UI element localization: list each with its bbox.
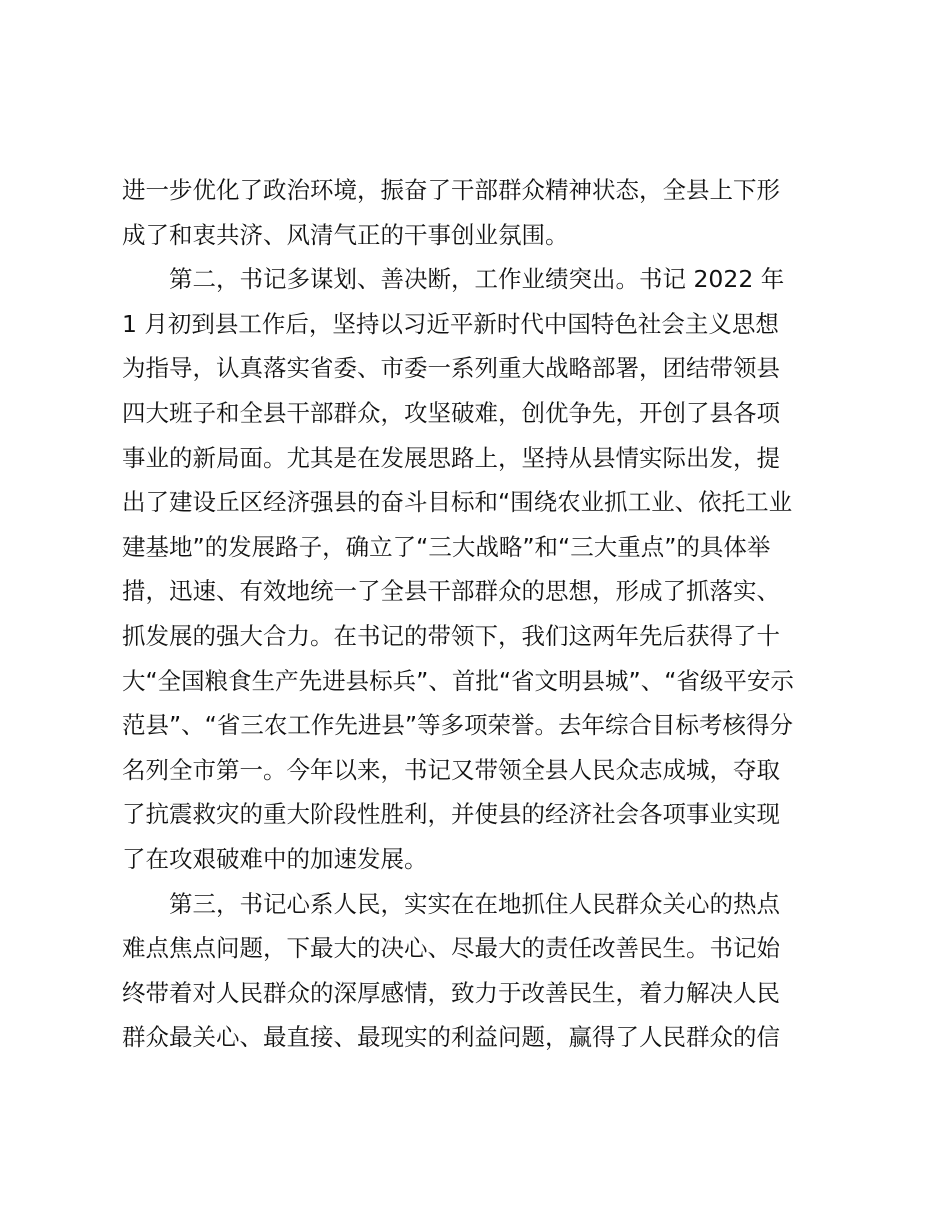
text-line: 抓发展的强大合力。在书记的带领下，我们这两年先后获得了十: [122, 621, 780, 650]
text-line: 第二，书记多谋划、善决断，工作业绩突出。书记 2022 年: [122, 265, 785, 294]
text-line: 建基地”的发展路子，确立了“三大战略”和“三大重点”的具体举: [122, 532, 771, 561]
text-line: 四大班子和全县干部群众，攻坚破难，创优争先，开创了县各项: [122, 398, 780, 427]
text-line: 难点焦点问题，下最大的决心、尽最大的责任改善民生。书记始: [122, 934, 780, 963]
text-line: 事业的新局面。尤其是在发展思路上，坚持从县情实际出发，提: [122, 443, 780, 472]
text-line: 措，迅速、有效地统一了全县干部群众的思想，形成了抓落实、: [122, 577, 780, 606]
text-line: 出了建设丘区经济强县的奋斗目标和“围绕农业抓工业、依托工业: [122, 488, 793, 517]
text-line: 群众最关心、最直接、最现实的利益问题，赢得了人民群众的信: [122, 1023, 780, 1052]
text-line: 第三，书记心系人民，实实在在地抓住人民群众关心的热点: [122, 889, 780, 918]
body-text: [122, 168, 838, 1060]
text-line: 了抗震救灾的重大阶段性胜利，并使县的经济社会各项事业实现: [122, 800, 780, 829]
text-line: 了在攻艰破难中的加速发展。: [122, 844, 428, 873]
text-line: 成了和衷共济、风清气正的干事创业氛围。: [122, 220, 569, 249]
text-line: 名列全市第一。今年以来，书记又带领全县人民众志成城，夺取: [122, 755, 780, 784]
text-line: 进一步优化了政治环境，振奋了干部群众精神状态，全县上下形: [122, 176, 780, 204]
text-line: 终带着对人民群众的深厚感情，致力于改善民生，着力解决人民: [122, 978, 780, 1007]
text-line: 范县”、“省三农工作先进县”等多项荣誉。去年综合目标考核得分: [122, 711, 794, 740]
text-line: 为指导，认真落实省委、市委一系列重大战略部署，团结带领县: [122, 354, 780, 383]
text-line: 大“全国粮食生产先进县标兵”、首批“省文明县城”、“省级平安示: [122, 666, 794, 695]
text-line: 1 月初到县工作后，坚持以习近平新时代中国特色社会主义思想: [122, 309, 779, 338]
